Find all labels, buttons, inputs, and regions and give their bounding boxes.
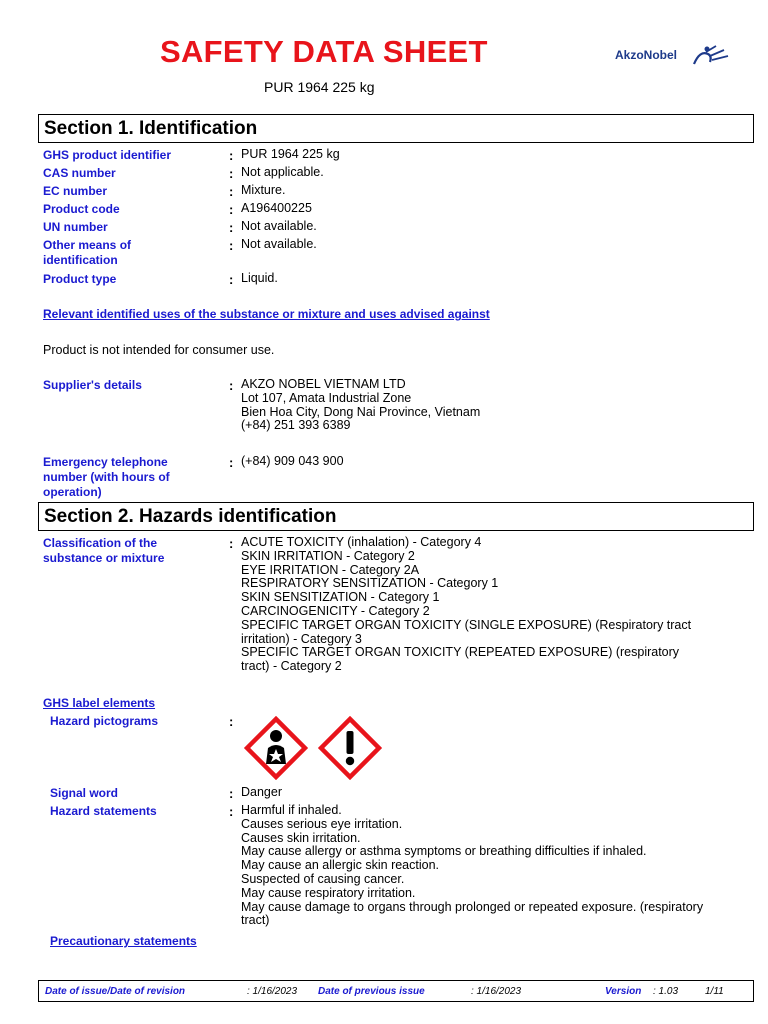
label-line: operation) (43, 485, 102, 499)
field-value: Not applicable. (241, 165, 324, 179)
issue-date-value: : 1/16/2023 (247, 986, 298, 997)
field-label: Hazard statements (50, 804, 157, 818)
colon-separator: : (229, 804, 234, 819)
hazard-statement: Harmful if inhaled. (241, 803, 342, 817)
colon-separator: : (229, 714, 234, 729)
address-line: (+84) 251 393 6389 (241, 418, 351, 433)
ghs-label-elements-link[interactable]: GHS label elements (43, 696, 156, 710)
health-hazard-pictogram-icon (244, 716, 308, 780)
colon-separator: : (229, 220, 234, 235)
field-value: Not available. (241, 237, 317, 251)
field-label: UN number (43, 220, 108, 234)
field-label: EC number (43, 184, 108, 198)
hazard-pictograms (244, 716, 384, 780)
product-name: PUR 1964 225 kg (264, 79, 375, 95)
exclamation-mark-pictogram-icon (318, 716, 382, 780)
version-label: Version (605, 986, 642, 997)
issue-date-label: Date of issue/Date of revision (45, 986, 186, 997)
field-label (43, 238, 223, 268)
consumer-use-note: Product is not intended for consumer use. (43, 343, 275, 357)
address-line: AKZO NOBEL VIETNAM LTD (241, 377, 406, 391)
previous-issue-value: : 1/16/2023 (471, 986, 522, 997)
relevant-uses-link[interactable]: Relevant identified uses of the substance or mixture and uses advised against (43, 307, 490, 321)
label-line: Other means of (43, 238, 132, 252)
colon-separator: : (229, 455, 234, 470)
colon-separator: : (229, 148, 234, 163)
classification-line: EYE IRRITATION - Category 2A (241, 562, 420, 577)
colon-separator: : (229, 272, 234, 287)
colon-separator: : (229, 378, 234, 393)
field-value: A196400225 (241, 201, 312, 215)
hazard-statement: May cause damage to organs through prolonged or repeated exposure. (respiratory (241, 899, 704, 914)
field-value: Mixture. (241, 183, 286, 197)
field-label: Supplier's details (43, 378, 142, 392)
hazard-statements-list (241, 804, 731, 928)
colon-separator: : (229, 536, 234, 551)
label-line: Emergency telephone (43, 455, 168, 469)
akzonobel-logo (615, 44, 735, 68)
document-title: SAFETY DATA SHEET (160, 34, 488, 69)
previous-issue-label: Date of previous issue (318, 986, 425, 997)
hazard-statement: Suspected of causing cancer. (241, 871, 405, 886)
hazard-statement: May cause respiratory irritation. (241, 885, 416, 900)
field-label: Product type (43, 272, 117, 286)
field-value: PUR 1964 225 kg (241, 147, 340, 161)
classification-line: SPECIFIC TARGET ORGAN TOXICITY (REPEATED EXPOSURE) (respiratory (241, 645, 680, 660)
field-value: (+84) 909 043 900 (241, 454, 344, 468)
field-label (43, 455, 223, 500)
field-label: Hazard pictograms (50, 714, 159, 728)
logo-text: AkzoNobel (615, 48, 678, 62)
version-value: : 1.03 (653, 986, 679, 997)
address-line: Lot 107, Amata Industrial Zone (241, 390, 412, 405)
field-label: Signal word (50, 786, 119, 800)
classification-list (241, 536, 731, 674)
colon-separator: : (229, 786, 234, 801)
field-value: Liquid. (241, 271, 278, 285)
colon-separator: : (229, 166, 234, 181)
hazard-statement: Causes skin irritation. (241, 830, 361, 845)
hazard-statement: tract) (241, 913, 270, 928)
classification-line: SKIN SENSITIZATION - Category 1 (241, 590, 440, 605)
classification-line: SPECIFIC TARGET ORGAN TOXICITY (SINGLE EXPOSURE) (Respiratory tract (241, 617, 692, 632)
classification-line: SKIN IRRITATION - Category 2 (241, 548, 415, 563)
logo-figure-icon (690, 44, 732, 68)
classification-line: RESPIRATORY SENSITIZATION - Category 1 (241, 576, 499, 591)
field-label: Product code (43, 202, 120, 216)
field-value: Not available. (241, 219, 317, 233)
label-line: Classification of the (43, 536, 158, 550)
field-value: Danger (241, 785, 282, 799)
colon-separator: : (229, 202, 234, 217)
colon-separator: : (229, 184, 234, 199)
supplier-address (241, 378, 731, 433)
classification-line: ACUTE TOXICITY (inhalation) - Category 4 (241, 535, 482, 549)
hazard-statement: Causes serious eye irritation. (241, 816, 403, 831)
section-1-heading: Section 1. Identification (38, 114, 754, 143)
classification-line: tract) - Category 2 (241, 659, 342, 674)
classification-line: CARCINOGENICITY - Category 2 (241, 603, 430, 618)
label-line: identification (43, 253, 118, 267)
address-line: Bien Hoa City, Dong Nai Province, Vietnam (241, 404, 481, 419)
hazard-statement: May cause allergy or asthma symptoms or breathing difficulties if inhaled. (241, 844, 647, 859)
section-2-heading: Section 2. Hazards identification (38, 502, 754, 531)
field-label: GHS product identifier (43, 148, 172, 162)
colon-separator: : (229, 238, 234, 253)
precautionary-statements-link[interactable]: Precautionary statements (50, 934, 197, 948)
label-line: substance or mixture (43, 551, 165, 565)
page-footer (38, 980, 754, 1002)
field-label: CAS number (43, 166, 116, 180)
hazard-statement: May cause an allergic skin reaction. (241, 858, 440, 873)
field-label (43, 536, 223, 566)
label-line: number (with hours of (43, 470, 170, 484)
page-number: 1/11 (705, 986, 724, 997)
classification-line: irritation) - Category 3 (241, 631, 362, 646)
